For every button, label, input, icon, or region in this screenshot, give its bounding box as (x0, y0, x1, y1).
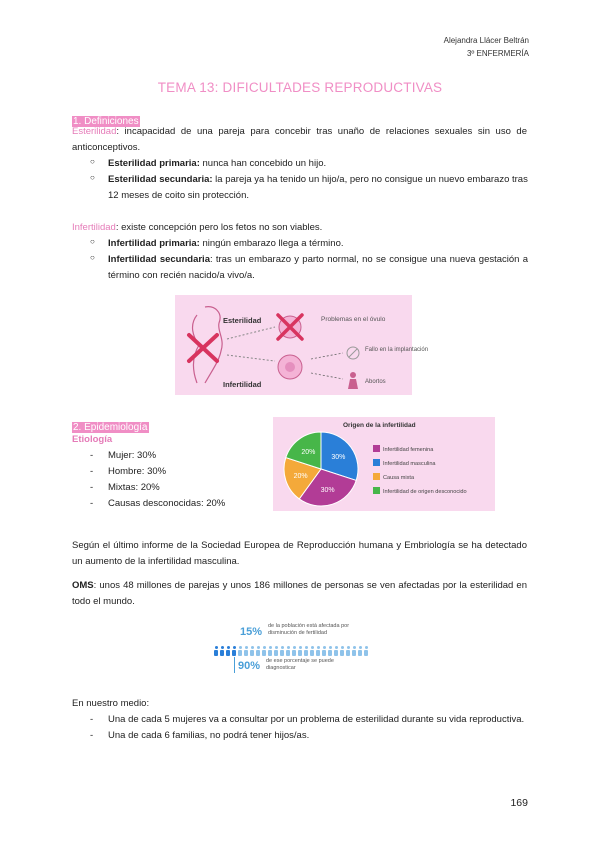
esterilidad-definition (72, 124, 527, 156)
item-text: : tras un embarazo y parto normal, no se consigue una nueva gestación a término con recién nacido/a vivo/a. (108, 254, 528, 281)
course-name: 3º ENFERMERÍA (466, 49, 529, 58)
person-icon (316, 646, 320, 656)
pie-slice-label: 30% (331, 453, 346, 461)
origen-infertilidad-chart (273, 417, 495, 511)
fertility-infographic (212, 620, 372, 678)
pct-15: 15% (240, 626, 263, 638)
page-header (444, 34, 529, 60)
person-icon (268, 646, 272, 656)
person-icon (298, 646, 302, 656)
pie-slice-label: 20% (301, 449, 316, 457)
list-item: - Una de cada 6 familias, no podrá tener hijos/as. (90, 730, 310, 741)
person-icon (286, 646, 290, 656)
person-icon (232, 646, 236, 656)
person-icon (334, 646, 338, 656)
fallo-implantacion-label: Fallo en la implantación (365, 347, 429, 353)
person-icon (358, 646, 362, 656)
item-label: Infertilidad primaria: (108, 238, 200, 249)
person-icon (214, 646, 218, 656)
bullet-circle: ○ (90, 173, 95, 182)
arrow-icon (227, 327, 275, 339)
legend-swatch (373, 473, 380, 480)
infertilidad-primaria-item (108, 236, 528, 252)
person-icon (310, 646, 314, 656)
pct-90: 90% (238, 660, 261, 672)
esterilidad-label: Esterilidad (223, 316, 262, 325)
legend-swatch (373, 487, 380, 494)
infertilidad-text: : existe concepción pero los fetos no son viables. (115, 222, 323, 233)
arrow-icon (227, 355, 275, 361)
page-title: TEMA 13: DIFICULTADES REPRODUCTIVAS (157, 80, 443, 95)
list-item: - Mixtas: 20% (90, 482, 160, 493)
list-item: - Hombre: 30% (90, 466, 167, 477)
pct-15-text: de la población está afectada por disminución de fertilidad (268, 623, 350, 636)
item-label: Infertilidad secundaria (108, 254, 210, 265)
legend-label: Infertilidad femenina (383, 447, 434, 453)
figure-illustration (175, 295, 429, 395)
bullet-circle: ○ (90, 253, 95, 262)
esterilidad-primaria-item (108, 156, 528, 172)
item-text: la pareja ya ha tenido un hijo/a, pero no consigue un nuevo embarazo tras 12 meses de coito sin protección. (108, 174, 528, 201)
person-icon (220, 646, 224, 656)
person-icon (352, 646, 356, 656)
person-icon (238, 646, 242, 656)
people-icons-row (214, 643, 370, 655)
page-number: 169 (510, 797, 528, 809)
person-icon (280, 646, 284, 656)
etiologia-list (90, 448, 225, 512)
red-cross-icon (189, 335, 217, 361)
pie-slice-label: 20% (293, 473, 308, 481)
pct-90-text: de ese porcentaje se puede diagnosticar (266, 658, 334, 671)
woman-body-icon (348, 379, 358, 389)
legend-swatch (373, 445, 380, 452)
informe-paragraph: Según el último informe de la Sociedad Europea de Reproducción humana y Embriología se ha detectado un aumento de la infertilidad masculina. (72, 540, 527, 567)
bullet-circle: ○ (90, 157, 95, 166)
person-icon (244, 646, 248, 656)
person-icon (292, 646, 296, 656)
problemas-ovulo-label: Problemas en el óvulo (321, 316, 386, 323)
section-heading-text: 2. Epidemiología (73, 422, 148, 433)
infertilidad-definition (72, 220, 527, 236)
abortos-label: Abortos (365, 379, 386, 385)
oms-text: : unos 48 millones de parejas y unos 186 millones de personas se ven afectadas por la esterilidad en todo el mundo. (72, 580, 527, 607)
legend-label: Infertilidad de origen desconocido (383, 489, 467, 495)
esterilidad-secundaria-item (108, 172, 528, 204)
nuestro-medio-intro: En nuestro medio: (72, 698, 150, 709)
legend-label: Infertilidad masculina (383, 461, 436, 467)
esterilidad-term: Esterilidad (72, 126, 117, 137)
nuestro-medio-list (90, 712, 527, 744)
item-text: ningún embarazo llega a término. (199, 238, 344, 249)
infertilidad-secundaria-item (108, 252, 528, 284)
etiologia-heading: Etiología (72, 434, 113, 445)
oms-label: OMS (72, 580, 94, 591)
list-item: - Causas desconocidas: 20% (90, 498, 226, 509)
woman-head-icon (350, 372, 356, 378)
divider-line (234, 657, 235, 673)
esterilidad-text: : incapacidad de una pareja para concebir tras unaño de relaciones sexuales sin uso de anticonceptivos. (72, 126, 527, 153)
person-icon (256, 646, 260, 656)
person-icon (262, 646, 266, 656)
pie-chart-svg (273, 417, 495, 511)
no-implantation-slash (349, 349, 357, 357)
ovum-nucleus (285, 362, 295, 372)
section-heading-text: 1. Definiciones (73, 116, 139, 127)
person-icon (346, 646, 350, 656)
person-icon (328, 646, 332, 656)
person-icon (250, 646, 254, 656)
item-label: Esterilidad secundaria: (108, 174, 213, 185)
oms-paragraph (72, 578, 527, 610)
item-label: Esterilidad primaria: (108, 158, 200, 169)
person-icon (340, 646, 344, 656)
person-icon (226, 646, 230, 656)
person-icon (322, 646, 326, 656)
person-icon (364, 646, 368, 656)
infertilidad-label: Infertilidad (223, 380, 262, 389)
arrow-icon (311, 353, 343, 359)
esterilidad-infertilidad-figure (175, 295, 429, 395)
pie-slice-label: 30% (320, 486, 335, 494)
legend-label: Causa mixta (383, 475, 415, 481)
bullet-circle: ○ (90, 237, 95, 246)
legend-swatch (373, 459, 380, 466)
item-text: nunca han concebido un hijo. (199, 158, 327, 169)
author-name: Alejandra Llácer Beltrán (443, 36, 529, 45)
person-icon (304, 646, 308, 656)
list-item: - Una de cada 5 mujeres va a consultar por un problema de esterilidad durante su vida reproductiva. (90, 714, 525, 725)
list-item: - Mujer: 30% (90, 450, 157, 461)
arrow-icon (311, 373, 343, 379)
person-icon (274, 646, 278, 656)
chart-title: Origen de la infertilidad (343, 422, 416, 429)
infertilidad-term: Infertilidad (72, 222, 116, 233)
